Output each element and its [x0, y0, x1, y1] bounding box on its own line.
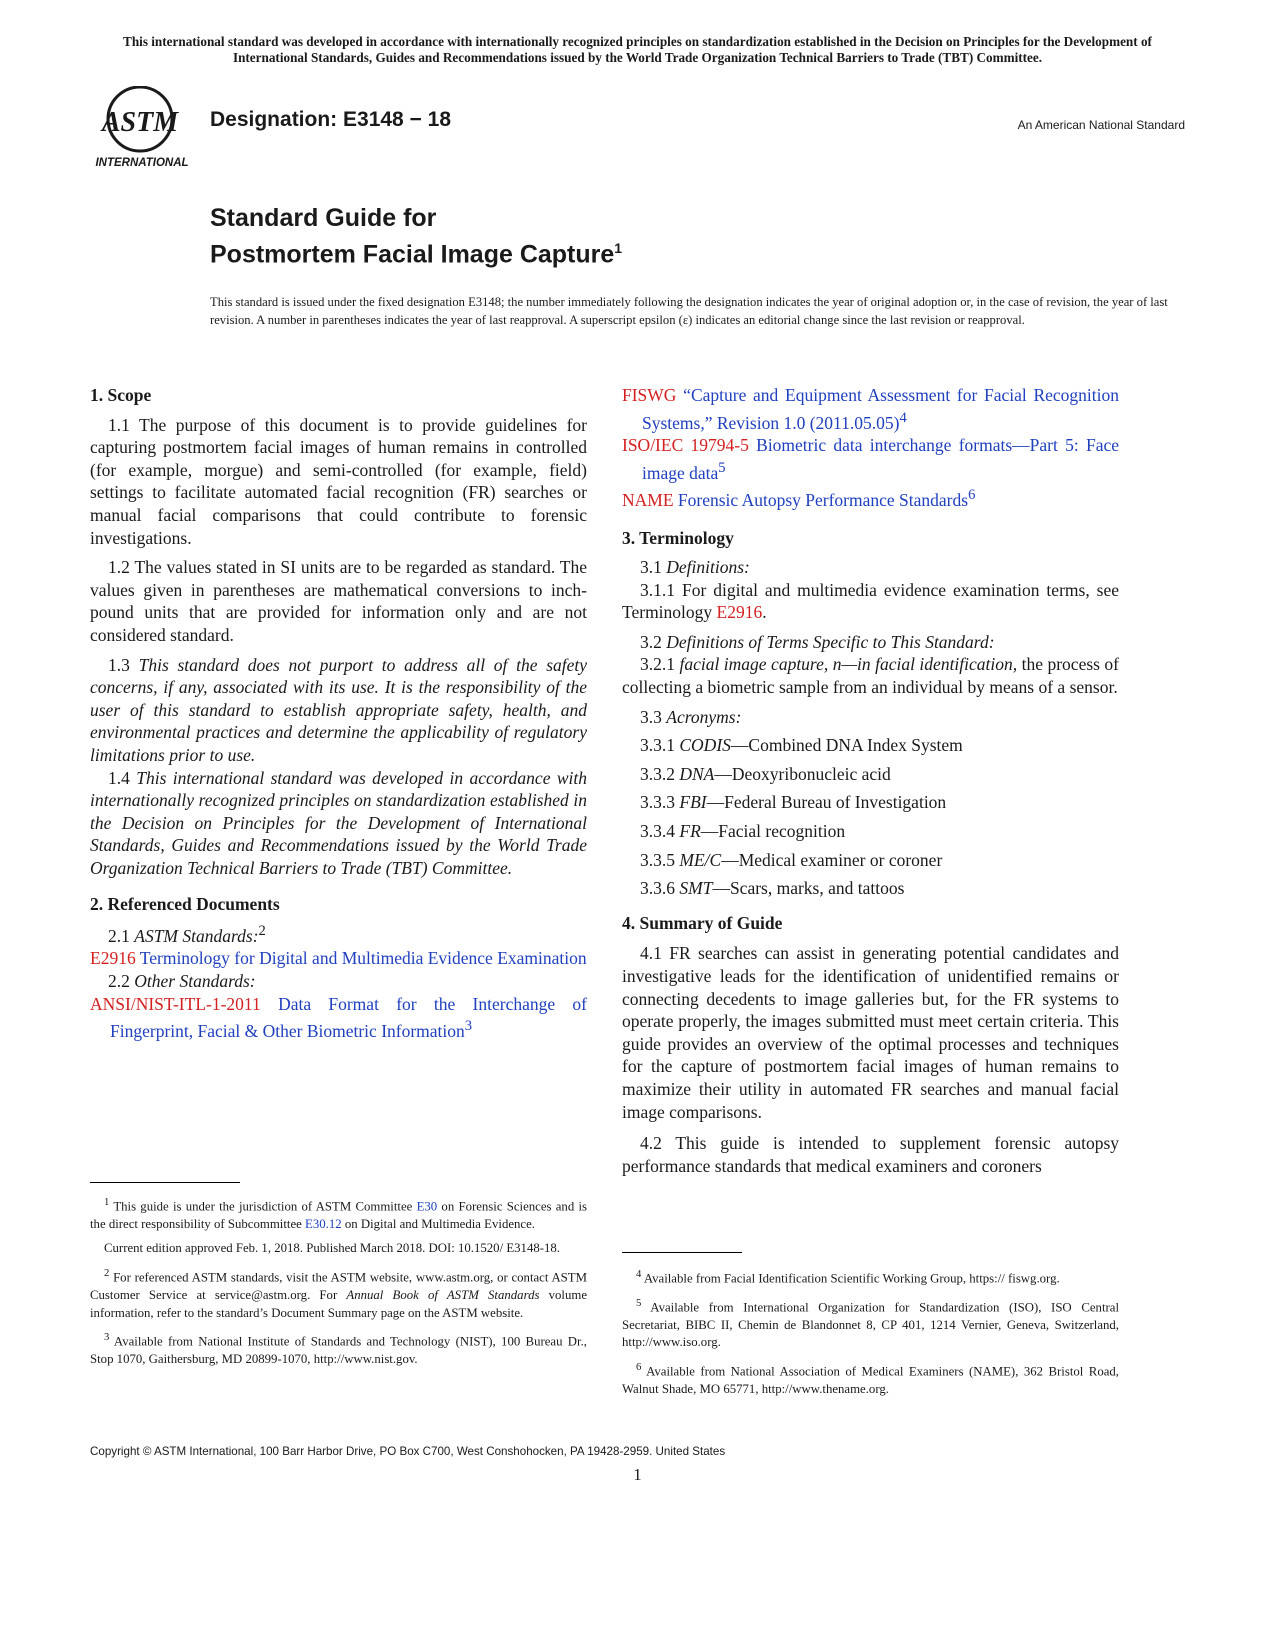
para-3-2-1: 3.2.1 facial image capture, n—in facial identification, the process of collecting a biometric sample from an individual by means of a sensor.	[622, 654, 1120, 698]
link-e30[interactable]: E30	[416, 1199, 438, 1214]
para-1-4: 1.4 This international standard was developed in accordance with internationally recognized principles on standardization established in the Decision on Principles for the Development of International Standards, Guides and Recommendations issued by the World Trade Organization Technical Barriers to Trade (TBT) Committee.	[90, 767, 588, 878]
left-column	[90, 384, 587, 1043]
para-3-3: 3.3 Acronyms:	[640, 706, 742, 727]
ref-e2916[interactable]: E2916 Terminology for Digital and Multimedia Evidence Examination	[90, 948, 587, 969]
ref-fiswg[interactable]: FISWG “Capture and Equipment Assessment for Facial Recognition Systems,” Revision 1.0 (2011.05.05)$^4$	[622, 385, 1120, 433]
other-standards-label: 2.2 Other Standards:	[108, 971, 256, 992]
astm-standards-label: 2.1 ASTM Standards:$^2$	[108, 923, 266, 946]
wto-notice: This international standard was developed in accordance with internationally recognized principles on standardization established in the Decision on Principles for the Development of International Standards, Guides and Recommendations issued by the World Trade Organization Technical Barriers to Trade (TBT) Committee.	[123, 34, 1152, 65]
copyright: Copyright © ASTM International, 100 Barr Harbor Drive, PO Box C700, West Conshohocken, PA 19428-2959. United States	[90, 1445, 726, 1458]
summary-heading: 4. Summary of Guide	[622, 912, 783, 933]
right-column	[622, 384, 1119, 1177]
footnote-6: $^6$ Available from National Association of Medical Examiners (NAME), 362 Bristol Road, Walnut Shade, MO 65771, http://www.thename.org.	[622, 1361, 1119, 1396]
footnote-1-edition: Current edition approved Feb. 1, 2018. Published March 2018. DOI: 10.1520/ E3148-18.	[104, 1241, 561, 1256]
footnote-4: $^4$ Available from Facial Identification Scientific Working Group, https:// fiswg.org.	[636, 1269, 1060, 1286]
acronym-list	[622, 734, 1119, 900]
para-3-1-1: 3.1.1 For digital and multimedia evidence examination terms, see Terminology E2916.	[622, 579, 1119, 623]
para-3-2: 3.2 Definitions of Terms Specific to This Standard:	[640, 631, 995, 652]
footnote-1: $^1$ This guide is under the jurisdiction of ASTM Committee E30 on Forensic Sciences and is the direct responsibility of Subcommittee E30.12 on Digital and Multimedia Evidence.	[90, 1197, 587, 1231]
para-1-3: 1.3 This standard does not purport to address all of the safety concerns, if any, associated with its use. It is the responsibility of the user of this standard to establish appropriate safety, health, and environmental practices and determine the applicability of regulatory limitations prior to use.	[90, 654, 588, 765]
referenced-documents-heading: 2. Referenced Documents	[90, 894, 280, 915]
title-line-1: Standard Guide for	[210, 204, 437, 232]
footnote-2: $^2$ For referenced ASTM standards, visit the ASTM website, www.astm.org, or contact ASTM Customer Service at service@astm.org. For Annual Book of ASTM Standards volume information, refer to the standard’s Document Summary page on the ASTM website.	[90, 1268, 588, 1320]
page-number: 1	[633, 1465, 642, 1484]
terminology-heading: 3. Terminology	[622, 528, 734, 549]
link-e30-12[interactable]: E30.12	[305, 1216, 342, 1231]
link-e2916[interactable]: E2916	[716, 602, 763, 623]
acronym-item: 3.3.6 SMT—Scars, marks, and tattoos	[640, 878, 905, 899]
footnote-rule-left	[90, 1182, 240, 1183]
definitions-label: 3.1 Definitions:	[640, 557, 750, 578]
ref-name[interactable]: NAME Forensic Autopsy Performance Standards$^6$	[622, 487, 976, 510]
ref-ansi-nist[interactable]: ANSI/NIST-ITL-1-2011 Data Format for the Interchange of Fingerprint, Facial & Other Biometric Information$^3$	[90, 993, 587, 1042]
acronym-item: 3.3.5 ME/C—Medical examiner or coroner	[640, 849, 943, 870]
para-1-2: 1.2 The values stated in SI units are to be regarded as standard. The values given in parentheses are mathematical conversions to inch-pound units that are provided for information only and are not considered standard.	[90, 557, 587, 645]
footnote-rule-right	[622, 1252, 742, 1253]
acronym-item: 3.3.1 CODIS—Combined DNA Index System	[640, 735, 963, 756]
acronym-item: 3.3.4 FR—Facial recognition	[640, 820, 846, 841]
footnote-3: $^3$ Available from National Institute of Standards and Technology (NIST), 100 Bureau Dr., Stop 1070, Gaithersburg, MD 20899-1070, http://www.nist.gov.	[90, 1332, 587, 1366]
para-4-2: 4.2 This guide is intended to supplement forensic autopsy performance standards that medical examiners and coroners	[622, 1133, 1119, 1176]
astm-logo-icon	[88, 86, 196, 172]
logo-mark: ASTM	[101, 107, 179, 138]
title-line-2: Postmortem Facial Image Capture$^1$	[210, 240, 623, 269]
scope-heading: 1. Scope	[90, 385, 152, 405]
ref-iso-iec[interactable]: ISO/IEC 19794-5 Biometric data interchange formats—Part 5: Face image data$^5$	[622, 435, 1120, 483]
footnotes-left	[90, 1194, 587, 1369]
footnote-5: $^5$ Available from International Organization for Standardization (ISO), ISO Central Secretariat, BIBC II, Chemin de Blandonnet 8, CP 401, 1214 Vernier, Geneva, Switzerland, http://www.iso.org.	[622, 1297, 1119, 1350]
issuance-note: This standard is issued under the fixed designation E3148; the number immediately following the designation indicates the year of original adoption or, in the case of revision, the year of last revision. A number in parentheses indicates the year of last reapproval. A superscript epsilon (ε) indicates an editorial change since the last revision or reapproval.	[210, 295, 1168, 327]
para-4-1: 4.1 FR searches can assist in generating potential candidates and investigative leads for the identification of unidentified remains or connecting decedents to image galleries but, for the FR systems to operate properly, the images submitted must meet certain criteria. This guide provides an overview of the optimal processes and techniques for the capture of postmortem facial images of human remains to maximize their utility in automated FR searches and manual facial image comparisons.	[622, 943, 1119, 1122]
astm-logo	[88, 86, 196, 172]
acronym-item: 3.3.3 FBI—Federal Bureau of Investigation	[640, 792, 947, 813]
acronym-item: 3.3.2 DNA—Deoxyribonucleic acid	[640, 763, 891, 784]
para-1-1: 1.1 The purpose of this document is to provide guidelines for capturing postmortem facial images of human remains in controlled (for example, morgue) and semi-controlled (for example, field) settings to facilitate automated facial recognition (FR) searches or manual facial comparisons that could contribute to forensic investigations.	[90, 414, 587, 548]
logo-international: INTERNATIONAL	[95, 157, 189, 169]
american-national-standard: An American National Standard	[1017, 118, 1185, 132]
designation: Designation: E3148 − 18	[210, 108, 452, 131]
footnotes-right	[622, 1266, 1119, 1398]
document-title	[210, 203, 622, 269]
